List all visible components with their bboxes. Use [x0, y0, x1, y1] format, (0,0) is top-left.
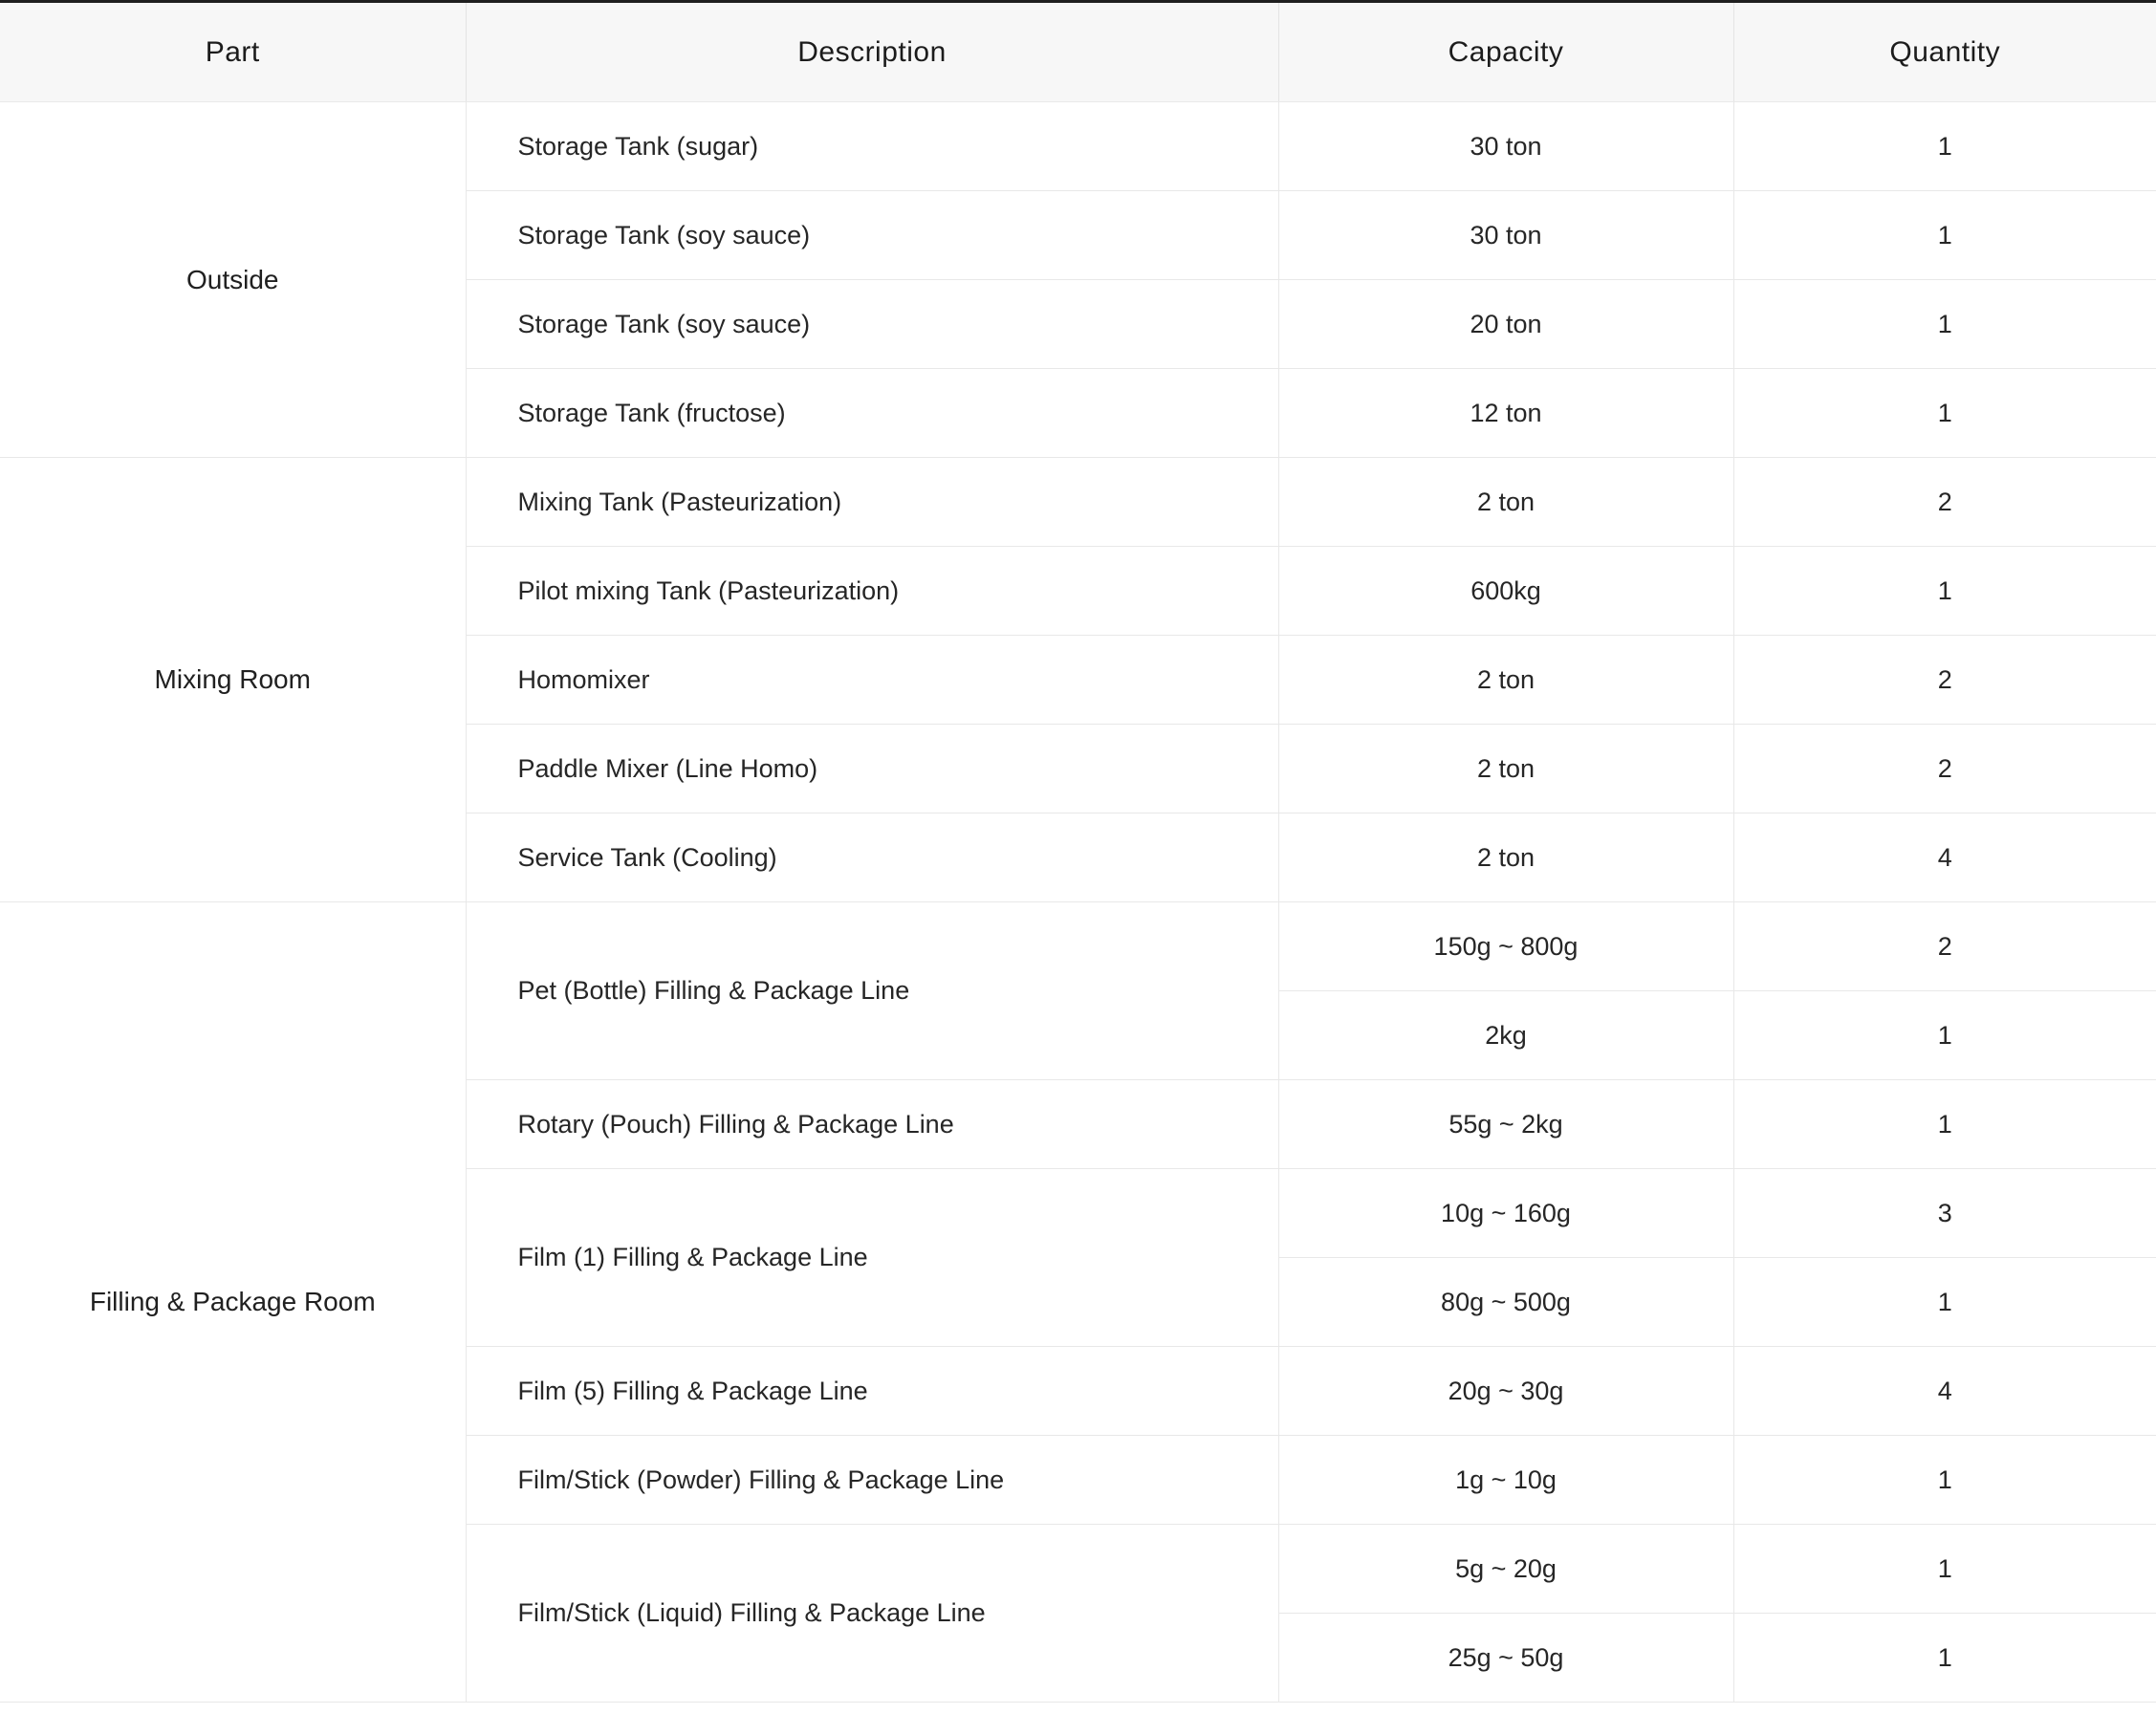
quantity-cell: 3 [1733, 1169, 2156, 1258]
part-cell: Outside [0, 102, 466, 458]
table-row [0, 902, 2156, 991]
description-cell: Rotary (Pouch) Filling & Package Line [466, 1080, 1278, 1169]
table-row [0, 458, 2156, 547]
quantity-cell: 2 [1733, 725, 2156, 814]
capacity-cell: 2 ton [1278, 636, 1733, 725]
header-description: Description [466, 2, 1278, 102]
quantity-cell: 2 [1733, 636, 2156, 725]
quantity-cell: 1 [1733, 1614, 2156, 1703]
description-cell: Service Tank (Cooling) [466, 814, 1278, 902]
table-row [0, 102, 2156, 191]
capacity-cell: 600kg [1278, 547, 1733, 636]
description-cell: Homomixer [466, 636, 1278, 725]
description-cell: Storage Tank (sugar) [466, 102, 1278, 191]
description-cell: Film/Stick (Liquid) Filling & Package Line [466, 1525, 1278, 1703]
quantity-cell: 1 [1733, 1258, 2156, 1347]
table-header [0, 2, 2156, 102]
quantity-cell: 1 [1733, 1436, 2156, 1525]
capacity-cell: 20 ton [1278, 280, 1733, 369]
description-cell: Storage Tank (fructose) [466, 369, 1278, 458]
capacity-cell: 30 ton [1278, 191, 1733, 280]
capacity-cell: 25g ~ 50g [1278, 1614, 1733, 1703]
capacity-cell: 2kg [1278, 991, 1733, 1080]
capacity-cell: 12 ton [1278, 369, 1733, 458]
part-cell: Filling & Package Room [0, 902, 466, 1703]
capacity-cell: 80g ~ 500g [1278, 1258, 1733, 1347]
quantity-cell: 1 [1733, 280, 2156, 369]
description-cell: Film/Stick (Powder) Filling & Package Line [466, 1436, 1278, 1525]
quantity-cell: 1 [1733, 191, 2156, 280]
header-part: Part [0, 2, 466, 102]
header-quantity: Quantity [1733, 2, 2156, 102]
header-capacity: Capacity [1278, 2, 1733, 102]
quantity-cell: 4 [1733, 814, 2156, 902]
capacity-cell: 20g ~ 30g [1278, 1347, 1733, 1436]
capacity-cell: 5g ~ 20g [1278, 1525, 1733, 1614]
description-cell: Film (1) Filling & Package Line [466, 1169, 1278, 1347]
quantity-cell: 1 [1733, 1525, 2156, 1614]
capacity-cell: 1g ~ 10g [1278, 1436, 1733, 1525]
part-cell: Mixing Room [0, 458, 466, 902]
description-cell: Pilot mixing Tank (Pasteurization) [466, 547, 1278, 636]
capacity-cell: 150g ~ 800g [1278, 902, 1733, 991]
capacity-cell: 30 ton [1278, 102, 1733, 191]
quantity-cell: 1 [1733, 1080, 2156, 1169]
quantity-cell: 1 [1733, 102, 2156, 191]
description-cell: Pet (Bottle) Filling & Package Line [466, 902, 1278, 1080]
description-cell: Storage Tank (soy sauce) [466, 191, 1278, 280]
description-cell: Mixing Tank (Pasteurization) [466, 458, 1278, 547]
quantity-cell: 1 [1733, 991, 2156, 1080]
header-row [0, 2, 2156, 102]
quantity-cell: 2 [1733, 458, 2156, 547]
description-cell: Film (5) Filling & Package Line [466, 1347, 1278, 1436]
description-cell: Paddle Mixer (Line Homo) [466, 725, 1278, 814]
capacity-cell: 2 ton [1278, 458, 1733, 547]
capacity-cell: 2 ton [1278, 725, 1733, 814]
capacity-cell: 2 ton [1278, 814, 1733, 902]
capacity-cell: 10g ~ 160g [1278, 1169, 1733, 1258]
quantity-cell: 1 [1733, 547, 2156, 636]
capacity-cell: 55g ~ 2kg [1278, 1080, 1733, 1169]
quantity-cell: 2 [1733, 902, 2156, 991]
table-body [0, 102, 2156, 1703]
quantity-cell: 1 [1733, 369, 2156, 458]
description-cell: Storage Tank (soy sauce) [466, 280, 1278, 369]
quantity-cell: 4 [1733, 1347, 2156, 1436]
